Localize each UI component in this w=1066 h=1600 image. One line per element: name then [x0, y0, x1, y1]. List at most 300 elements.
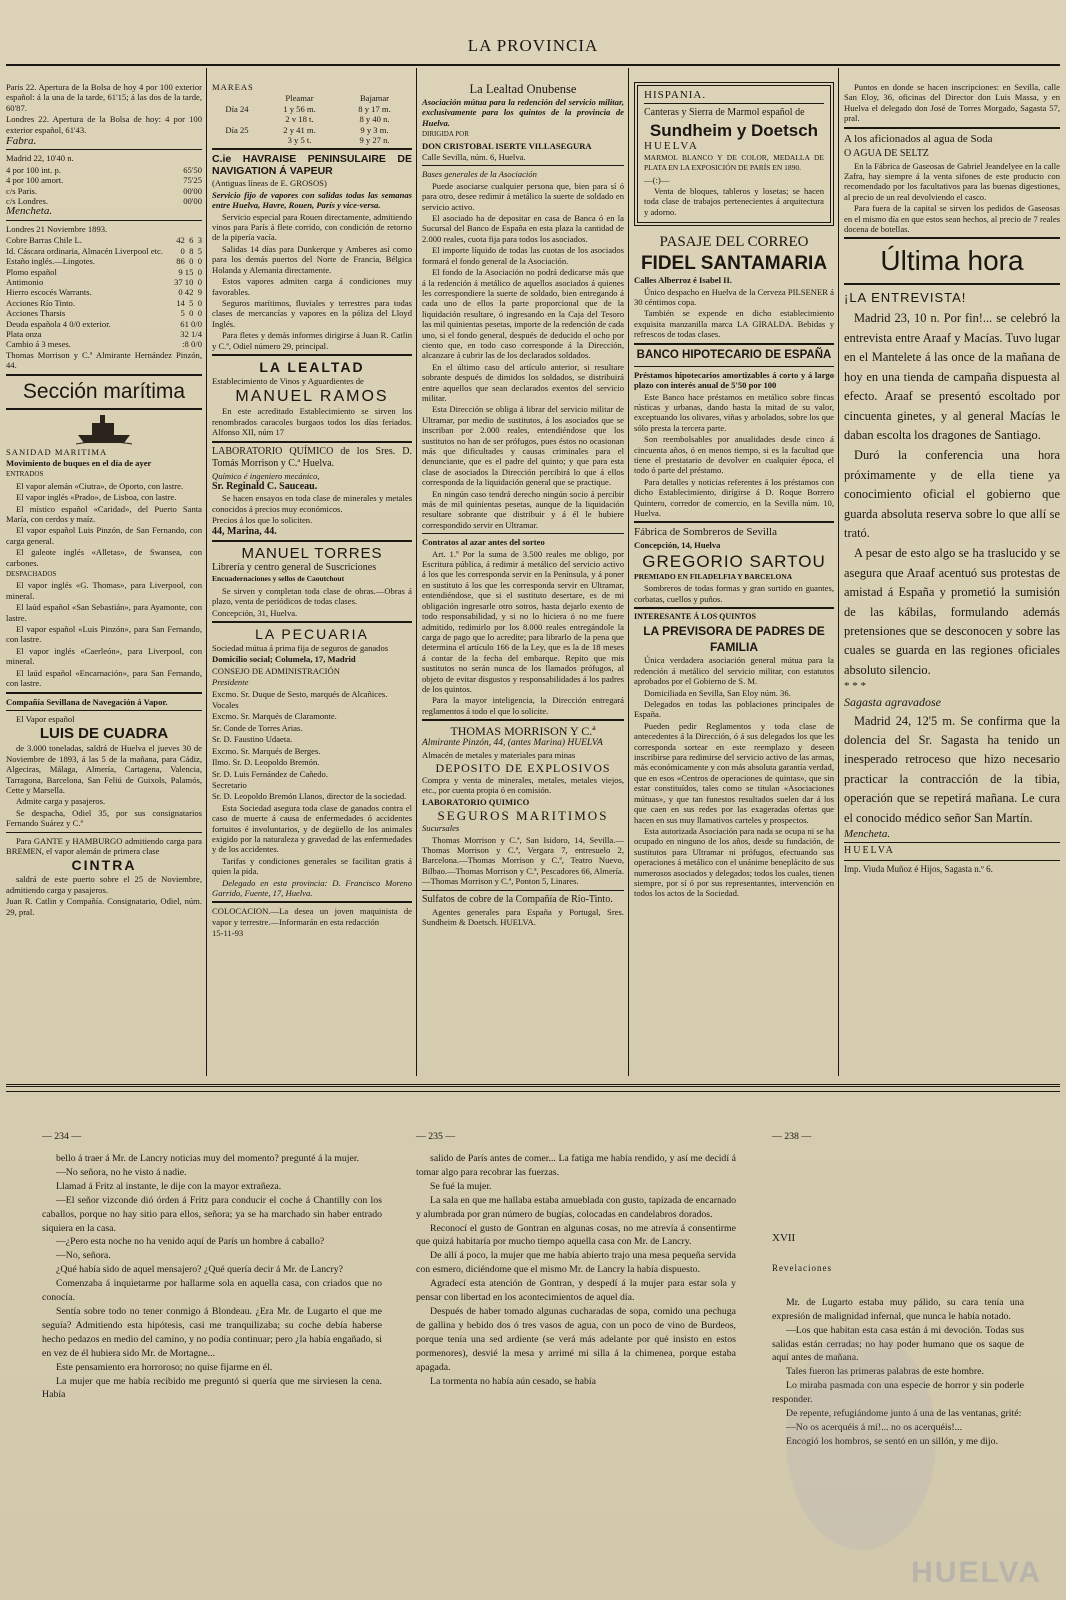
- bases-paragraph: Puede asociarse cualquier persona que, bien para sí ó para otro, desee redimir á metálico la suerte de soldado en servicio activo.: [422, 180, 624, 212]
- quote-row-label: Acciones Río Tinto.: [6, 297, 75, 308]
- chapter-title: Revelaciones: [772, 1262, 832, 1273]
- fidel-name: FIDEL SANTAMARIA: [640, 253, 828, 275]
- entrevista-paragraph: A pesar de esto algo se ha traslucido y se asegura que Araaf acentuó sus protestas de amistad á España y prometió la sumisión de las kábilas, formulando además pretensiones que se desconocen y sobre las cuales se guarda en las regiones oficiales absoluto silencio.: [844, 546, 1060, 677]
- masthead-title: LA PROVINCIA: [467, 36, 599, 55]
- rule: [212, 540, 412, 542]
- hispania-title: HISPANIA.: [644, 89, 707, 101]
- pecuaria-member: Sr. D. Faustino Udaeta.: [212, 734, 293, 745]
- quote-row-value: 61 0/0: [180, 318, 202, 329]
- previsora-paragraph: Pueden pedir Reglamentos y toda clase de antecedentes á la Dirección, ó á sus delegados los que les corresponda sortear en este reemplazo y deseen inscribirse para redimirse del servicio activo de las armas, más económicamente y con más absoluta garantía verdad, que en esos «Centros de operaciones de quintas», que sin estar constituídos, tales como se titulan «Asociaciones mútuas», y que tan funestos resultados suelen dar á los que caen en sus redes por las exageradas ofertas que hacen en sus muy llamativos carteles y prospectos.: [634, 720, 834, 825]
- sagasta-text: Madrid 24, 12'5 m. Se confirma que la dolencia del Sr. Sagasta ha tenido un inesperado retroceso que hizo necesario practicar la contracción de la tibia, operación que se repetirá mañana. Le cura el conocido médico señor San Martín.: [844, 713, 1060, 825]
- previsora-title: LA PREVISORA DE PADRES DE FAMILIA: [643, 624, 825, 655]
- sagasta-title: Sagasta agravadose: [844, 694, 941, 709]
- rule: [6, 710, 202, 711]
- previsora-paragraph: Delegados en todas las poblaciones principales de España.: [634, 699, 834, 720]
- quote-row-label: Cambio á 3 meses.: [6, 339, 71, 350]
- despachados-title: DESPACHADOS: [6, 570, 57, 579]
- folletin-paragraph: De allí á poco, la mujer que me había abierto trajo una mesa pequeña servida con esmero, diciéndome que el mismo Mr. de Lancry la había dispuesto.: [416, 1250, 736, 1276]
- torres-name: MANUEL TORRES: [241, 545, 383, 562]
- rule: [212, 901, 412, 903]
- quote-row-value: 5 0 0: [180, 308, 202, 319]
- bases-paragraph: En ningún caso tendrá derecho ningún socio á percibir más de mil quinientas pesetas, aunque de la liquidación resultare sobrante que distribuir y á él le hubiere correspondido servir en Ultramar.: [422, 488, 624, 530]
- folletin-paragraph: La sala en que me hallaba estaba amueblada con gusto, tapizada de encarnado y alumbrada por gran número de bugías, colocadas en candelabros dorados.: [416, 1194, 736, 1220]
- rule: [634, 521, 834, 523]
- mareas-row: [212, 114, 412, 124]
- compania-sevillana-title: Compañía Sevillana de Navegación á Vapor.: [6, 696, 168, 707]
- fabra-signature: Fabra.: [6, 135, 37, 148]
- cintra-sign: Juan R. Catlin y Compañía. Consignatario, Odiel, núm. 29, pral.: [6, 896, 202, 917]
- quote-row-value: 0 8 5: [180, 245, 202, 256]
- canteras-title: Canteras y Sierra de Marmol español de: [644, 107, 805, 119]
- banco-title: BANCO HIPOTECARIO DE ESPAÑA: [636, 348, 832, 361]
- pecuaria-member: Sr. D. Luis Fernández de Cañedo.: [212, 768, 328, 779]
- pecuaria-delegado: Delegado en esta provincia: D. Francisco Moreno Garrido, Fuente, 17, Huelva.: [212, 877, 412, 898]
- quote-row: [6, 329, 202, 339]
- column-divider: [206, 68, 207, 1076]
- column-ultima-hora: [844, 82, 1060, 1072]
- quote-row-value: 00'00: [183, 196, 202, 207]
- interesante-title: INTERESANTE Á LOS QUINTOS: [634, 612, 756, 621]
- banco-paragraph: Para detalles y noticias referentes á los préstamos con dicho Establecimiento, dirígirse á D. Roque Borrero Quintero, corredor de comercio, en la Sevilla núm. 10, Huelva.: [634, 476, 834, 518]
- madrid-title: Madrid 22, 10'40 n.: [6, 153, 74, 164]
- soda-paragraph: Para fuera de la capital se sirven los pedidos de Gaseosas en el mismo día en que estos sean hechos, al precio de 7 reales docena de botellas.: [844, 203, 1060, 235]
- previsora-paragraph: Única verdadera asociación general mútua para la redención á metálico del servicio militar, con estatutos aprobados por el Gobierno de S. M.: [634, 655, 834, 687]
- quote-row-label: Id. Cáscara ordinaria, Almacén Liverpool etc.: [6, 245, 164, 256]
- ship-icon: [6, 413, 202, 447]
- cuadra-text: de 3.000 toneladas, saldrá de Huelva el jueves 30 de Noviembre de 1893, á las 5 de la mañana, para Cádiz, Algeciras, Málaga, Almería, Cartagena, Valencia, Tarragona, Barcelona, San Feliú de Guixols, Palamós, Cette y Marsella.: [6, 743, 202, 795]
- soda-sub: O AGUA DE SELTZ: [844, 147, 929, 159]
- folletin-paragraph: La mujer que me había recibido me preguntó si quería que me sirviesen la cena. Había: [42, 1375, 382, 1401]
- mareas-header-cell: Pleamar: [285, 93, 314, 104]
- imprenta-text: Imp. Viuda Muñoz é Hijos, Sagasta n.º 6.: [844, 863, 993, 874]
- havraise-paragraph: Estos vapores admiten carga á condiciones muy favorables.: [212, 276, 412, 297]
- previsora-paragraph: Domiciliada en Sevilla, San Eloy núm. 36.: [644, 687, 791, 698]
- morrison-almacen: Almacén de metales y materiales para minas: [422, 749, 576, 760]
- sucursales-title: Sucursales: [422, 823, 460, 834]
- folletin-paragraph: Agradecí esta atención de Gontran, y despedí á la mujer para estar sola y pensar con libertad en los acontecimientos de aquel día.: [416, 1278, 736, 1304]
- havraise-paragraph: Para fletes y demás informes dirigirse á Juan R. Catlin y C.ª, Odiel número 29, principal.: [212, 330, 412, 351]
- bolsa-londres: Londres 22. Apertura de la Bolsa de hoy: 4 por 100 exterior español, 61'43.: [6, 114, 202, 135]
- bases-body: [422, 181, 624, 530]
- quote-row-label: 4 por 100 amort.: [6, 175, 64, 186]
- entrados-title: ENTRADOS: [6, 470, 44, 479]
- bases-paragraph: Esta Dirección se obliga á librar del servicio militar de Ultramar, por medio de sustitutos, á los asociados que se inscriban por 2.000 reales, entendiéndose que los sustitutos no han de ser prófugos, pues éstos no ocasionan más que dificultades y causas criminales para el denunciante, que es el padre del quinto; y que para esta clase de asociados la Dirección percibirá lo que á ellos corresponda de la liquidación general que se practique.: [422, 404, 624, 488]
- havraise-sub: (Antiguas líneas de E. GROSOS): [212, 178, 327, 189]
- ship-entry: El vapor inglés «Prado», de Lisboa, con lastre.: [16, 492, 177, 503]
- folletin-paragraph: De repente, refugiándome junto á una de las ventanas, grité:: [786, 1408, 1022, 1420]
- folletin-paragraph: Se fué la mujer.: [430, 1180, 492, 1192]
- column-divider: [416, 68, 417, 1076]
- chapter-number: XVII: [772, 1232, 796, 1244]
- fidel-text: Único despacho en Huelva de la Cerveza PILSENER á 30 céntimos copa.: [634, 286, 834, 308]
- pecuaria-member: Excmo. Sr. Marqués de Claramonte.: [212, 711, 337, 722]
- rule: [212, 354, 412, 356]
- rule: [422, 890, 624, 891]
- folletin-paragraph: ¿Qué había sido de aquel mensajero? ¿Qué quería decir á Mr. de Lancry?: [56, 1264, 343, 1276]
- folletin-paragraph: La tormenta no había aún cesado, se había: [430, 1375, 596, 1387]
- rule: [644, 103, 824, 104]
- lealtad-sub: Establecimiento de Vinos y Aguardientes de: [212, 375, 364, 386]
- ship-entry: El místico español «Caridad», del Puerto Santa María, con cerdos y maíz.: [6, 503, 202, 524]
- rule: [634, 366, 834, 367]
- column-ads-1: [212, 82, 412, 1072]
- mareas-header-cell: Bajamar: [359, 93, 390, 104]
- lab-precios: Precios á los que lo soliciten.: [212, 515, 313, 526]
- pecuaria-member: Sr. Conde de Torres Arias.: [212, 722, 303, 733]
- bases-title: Bases generales de la Asociación: [422, 169, 537, 180]
- folletin-paragraph: Lo miraba pasmada con una especie de horror y sin poderle responder.: [772, 1380, 1024, 1406]
- quote-row-label: Acciones Tharsis: [6, 308, 66, 319]
- ship-entry: El vapor inglés «G. Thomas», para Liverpool, con mineral.: [6, 580, 202, 601]
- mareas-cell: 2 y 41 m.: [283, 124, 316, 135]
- huelva-label: HUELVA: [644, 140, 699, 153]
- inscripciones-text: Puntos en donde se hacen inscripciones: en Sevilla, calle San Eloy, 36, oficinas del Director don Luis Massa, y en Huelva el delegado don José de Torres Morgado, Sagasta 57, pral.: [844, 82, 1060, 124]
- quote-row-label: Plata onza: [6, 328, 42, 339]
- folletin-paragraph: Reconocí el gusto de Gontran en algunas cosas, no me atrevía á consentirme que quizá habitaría por mucho tiempo aquella casa con Mr. de Lancry.: [416, 1222, 736, 1248]
- seccion-maritima-heading: Sección marítima: [22, 379, 186, 403]
- mareas-cell: 1 y 56 m.: [283, 103, 316, 114]
- pecuaria-sub: Sociedad mútua á prima fija de seguros de ganados: [212, 643, 389, 654]
- pecuaria-text: Esta Sociedad asegura toda clase de ganados contra el caso de muerte á causa de enfermedades ó accidentes fortuitos é involuntarios, y de degüello de los animales exigido por la naturaleza y gravedad de las enfermedades y de los accidentes.: [212, 802, 412, 855]
- lab-addr: 44, Marina, 44.: [212, 525, 277, 537]
- quote-row: [6, 186, 202, 196]
- column-ads-2: [634, 82, 834, 1072]
- folletin-paragraph: Llamad á Fritz al instante, le dije con la mayor extrañeza.: [56, 1180, 282, 1192]
- rule: [6, 374, 202, 376]
- quote-row: [6, 287, 202, 297]
- quote-row: [6, 235, 202, 245]
- huelva-watermark: HUELVA: [911, 1556, 1042, 1589]
- soda-paragraph: En la Fábrica de Gaseosas de Gabriel Jeandelyee en la calle Zafra, hay siempre á la venta sifones de este producto con recomendado por los facultativos para las buenas digestiones, al precio de un real devolviendo el casco.: [844, 160, 1060, 202]
- bolsa-paris: Paris 22. Apertura de la Bolsa de hoy 4 por 100 exterior español: á la una de la tarde, 61'15; á las dos de la tarde, 60'87.: [6, 82, 202, 113]
- folletin-page-number: — 234 —: [42, 1131, 82, 1142]
- entrados-list: [6, 481, 202, 568]
- quote-row: [6, 175, 202, 185]
- gante-text: Para GANTE y HAMBURGO admitiendo carga para BREMEN, el vapor alemán de primera clase: [6, 835, 202, 856]
- mareas-cell: [212, 135, 262, 145]
- fabrica-title: Fábrica de Sombreros de Sevilla: [634, 526, 777, 539]
- pecuaria-consejo: CONSEJO DE ADMINISTRACIÓN: [212, 665, 340, 676]
- sundheim-name: Sundheim y Doetsch: [649, 121, 819, 141]
- folletin-paragraph: —No señora, no he visto á nadie.: [56, 1166, 187, 1178]
- lab-sub: Químico é ingeniero mecánico,: [212, 470, 320, 481]
- pecuaria-member: Vocales: [212, 700, 239, 711]
- despachados-list: [6, 580, 202, 688]
- madrid-quotes: [6, 165, 202, 207]
- fidel-text2: También se expende en dicho establecimiento exquisita manzanilla marca LA GIRALDA. Bebidas y refrescos de todas clases.: [634, 308, 834, 340]
- contratos-text2: Para la mayor inteligencia, la Dirección entregará reglamentos á todo el que lo solicite.: [422, 695, 624, 716]
- torres-sub2: Encuadernaciones y sellos de Caoutchout: [212, 574, 345, 584]
- rule: [844, 860, 1060, 861]
- folletin-paragraph: —Los que habitan esta casa están á mi devoción. Todas sus salidas están cerradas; no hay poder humano que os saque de aquí antes de mañana.: [772, 1324, 1024, 1364]
- hispania-ad: [634, 82, 834, 226]
- soda-body: [844, 161, 1060, 235]
- rule: [212, 148, 412, 150]
- morrison-signature: Thomas Morrison y C.ª Almirante Hernández Pinzón, 44.: [6, 349, 202, 371]
- havraise-paragraph: Seguros marítimos, fluviales y terrestres para todas clases de mercancías y vapores en la póliza del Lloyd Inglés.: [212, 297, 412, 329]
- lealtad-title: LA LEALTAD: [259, 358, 365, 375]
- lealtad-name: MANUEL RAMOS: [235, 388, 389, 406]
- bases-paragraph: En el último caso del artículo anterior, si resultare sobrante después de dimidos los soldados, se distribuirá entre aquellos que sean declarados exentos del servicio militar.: [422, 361, 624, 403]
- lealtad-text: En este acreditado Establecimiento se sirven los renombrados caracoles burgaos todos los días feriados. Alfonso XII, núm 17: [212, 406, 412, 438]
- mareas-cell: [212, 114, 262, 124]
- folletin-page-234: [42, 1131, 382, 1592]
- folletin-paragraph: —¿Pero esta noche no ha venido aquí de París un hombre á caballo?: [56, 1236, 325, 1248]
- library-stamp-watermark: [786, 1330, 936, 1550]
- quote-row-label: Deuda española 4 0/0 exterior.: [6, 318, 111, 329]
- havraise-paragraph: Salidas 14 días para Dunkerque y Amberes así como para los demás puertos del Norte de Francia, Bélgica Holanda y Alemania directamente.: [212, 243, 412, 275]
- quote-row-label: Estaño inglés.—Lingotes.: [6, 256, 96, 267]
- morrison-title: THOMAS MORRISON Y C.ª: [450, 724, 596, 739]
- soda-title: A los aficionados al agua de Soda: [844, 132, 993, 145]
- quote-row: [6, 246, 202, 256]
- folletin-paragraph: Este pensamiento era horroroso; no quise fijarme en él.: [56, 1361, 273, 1373]
- pecuaria-tarifas: Tarifas y condiciones generales se facilitan gratis á quien la pida.: [212, 855, 412, 877]
- mareas-table: [212, 93, 412, 145]
- column-divider: [838, 68, 839, 1076]
- folletin-text: [416, 1152, 736, 1388]
- quote-row-value: 9 15 0: [178, 266, 202, 277]
- quote-row: [6, 319, 202, 329]
- quote-row: [6, 277, 202, 287]
- havraise-title: C.ie HAVRAISE PENINSULAIRE DE NAVIGATION Á VAPEUR: [212, 153, 412, 178]
- ship-entry: El vapor español Luis Pinzón, de San Fernando, con carga general.: [6, 525, 202, 546]
- deposito-title: DEPOSITO DE EXPLOSIVOS: [435, 760, 611, 775]
- seguros-title: SEGUROS MARITIMOS: [437, 808, 609, 824]
- cuadra-name: LUIS DE CUADRA: [39, 725, 169, 743]
- sulfatos-text: Agentes generales para España y Portugal, Sres. Sundheim & Doetsch. HUELVA.: [422, 906, 624, 928]
- lab-quimico: LABORATORIO QUIMICO: [422, 796, 530, 807]
- folletin-separator: [6, 1084, 1060, 1092]
- marmol-text: MARMOL BLANCO Y DE COLOR, MEDALLA DE PLATA EN LA EXPOSICIÓN DE PARÍS EN 1890.: [644, 152, 824, 173]
- folletin-paragraph: bello á traer á Mr. de Lancry noticias muy del momento? pregunté á la mujer.: [56, 1153, 360, 1164]
- folletin-paragraph: Sentía sobre todo no tener conmigo á Blondeau. ¿Era Mr. de Lugarto el que me seguía? Admitiendo esta hipótesis, casi me tranquilizaba; su coche debía haberse hecho pedazos en medio del camino, y no podía continuar; pero ¿la había engañado, si en vez de él hubiera sido Mr. de Mortagne...: [42, 1305, 382, 1359]
- torres-sub: Librería y centro general de Suscriciones: [212, 562, 377, 573]
- cuadra-carga: Admite carga y pasajeros.: [16, 796, 106, 807]
- contratos-text: Art. 1.º Por la suma de 3.500 reales me obligo, por Escritura pública, á redimir á metálico del servicio activo á los que les corresponda servir en la Península, y á poner en sustituto á los que les corresponda servir en Ultramar, entendiéndose, que si el sustituto desertare, es de mi obligación ingresarle otro sotros, hasta dejarlo exento de todo responsabilidad, y si no lo hiciera ó no me fuere admitido, redimirlo por los 8.000 reales entregándole la carga de pago que lo acredite; para librarlo de la pena que determina el artículo 166 de la Ley, que es la de 18 meses á contar de la fecha del embarque. Repito que mis sustitutos no serán nunca de los llamados prófugos, al objeto de evitar disgustos y responsabilidades á los padres de los quintos.: [422, 548, 624, 694]
- deposito-text: Compra y venta de minerales, metales, metales viejos, etc., por cuenta propia ó en comisión.: [422, 774, 624, 796]
- cuadra-despacha: Se despacha, Odiel 35, por sus consignatarios Fernando Suárez y C.ª: [6, 807, 202, 829]
- column-divider: [628, 68, 629, 1076]
- folletin-paragraph: salido de París antes de comer... La fatiga me había rendido, y así me decidí á tomar algo para recobrar las fuerzas.: [416, 1153, 736, 1178]
- rule: [634, 343, 834, 345]
- rule: [6, 408, 202, 410]
- gregorio-name: GREGORIO SARTOU: [642, 551, 826, 571]
- ship-entry: El vapor español «Luis Pinzón», para San Fernando, con lastre.: [6, 624, 202, 645]
- mareas-title: MAREAS: [212, 82, 254, 92]
- pecuaria-member: Ilmo. Sr. D. Leopoldo Bremón.: [212, 757, 320, 768]
- banco-paragraph: Este Banco hace préstamos en metálico sobre fincas rústicas y urbanas, dando hasta la mitad de su valor, exceptuando los olivares, viñas y arbolados, sobre los que sólo presta la tercera parte.: [634, 391, 834, 433]
- colocacion-text: COLOCACION.—La desea un joven maquinista de vapor y terrestre.—Informarán en esta redacción: [212, 906, 412, 927]
- quote-row-value: :8 0/0: [182, 339, 202, 350]
- bases-paragraph: El asociado ha de depositar en casa de Banca ó en la Sucursal del Banco de España en esta plaza la cantidad de 2.000 reales, cuota fija para todos los asociados.: [422, 213, 624, 244]
- pecuaria-title: LA PECUARIA: [255, 626, 369, 643]
- fabrica-addr: Concepción, 14, Huelva: [634, 540, 721, 551]
- movimiento-title: Movimiento de buques en el día de ayer: [6, 457, 152, 468]
- venta-text: Venta de bloques, tableros y losetas; se hacen toda clase de trabajos pertenecientes á arquitectura y adorno.: [644, 186, 824, 217]
- quote-row-label: c/s Paris.: [6, 185, 38, 196]
- quote-row-value: 14 5 0: [176, 297, 202, 308]
- quote-row-label: Antimonio: [6, 276, 44, 287]
- huelva-footer: HUELVA: [844, 845, 895, 857]
- quote-row-value: 0 42 9: [178, 287, 202, 298]
- ultima-hora-heading: Última hora: [880, 245, 1024, 277]
- quote-row-value: 32 1/4: [180, 328, 202, 339]
- quote-row: [6, 165, 202, 175]
- quote-row-value: 00'00: [183, 185, 202, 196]
- stars-separator: * * *: [844, 680, 866, 693]
- folletin-paragraph: —No, señora.: [56, 1250, 111, 1262]
- havraise-body: [212, 212, 412, 351]
- entrevista-paragraph: Madrid 23, 10 n. Por fin!... se celebró la entrevista entre Araaf y Macías. Tuvo lugar en el Mantelete á las once de la mañana de hoy en una tienda de campaña dispuesta al efecto. Araaf se presentó escoltado por cincuenta ginetes, y al general Macías le daban escolta los dragones de Santiago.: [844, 311, 1060, 442]
- contratos-title: Contratos al azar antes del sorteo: [422, 537, 545, 548]
- premiado-text: PREMIADO EN FILADELFIA Y BARCELONA: [634, 571, 793, 581]
- folletin-paragraph: Tales fueron las primeras palabras de este hombre.: [786, 1366, 984, 1378]
- quote-row-label: Cobre Barras Chile L.: [6, 235, 82, 246]
- rule: [634, 607, 834, 609]
- colocacion-date: 15-11-93: [212, 928, 244, 939]
- column-lealtad-onubense: [422, 82, 624, 1072]
- quote-row-value: 37 10 0: [174, 276, 202, 287]
- folletin-paragraph: Encogió los hombros, se sentó en un sillón, y me dijo.: [786, 1435, 998, 1447]
- folletin-paragraph: —No os acerquéis á mí!... no os acerquéis!...: [786, 1421, 963, 1433]
- ship-entry: El laúd español «Encarnación», para San Fernando, con lastre.: [6, 667, 202, 689]
- banco-sub: Préstamos hipotecarios amortizables á corto y á largo plazo con interés anual de 5'50 por 100: [634, 369, 834, 391]
- quote-row-label: c/s Londres.: [6, 196, 49, 207]
- quote-row-value: 75'25: [183, 175, 202, 186]
- dirigida-label: DIRIGIDA POR: [422, 130, 469, 139]
- folletin-page-number: — 235 —: [416, 1131, 456, 1142]
- folletin-paragraph: Después de haber tomado algunas cucharadas de sopa, comido una pechuga de gallina y bebido dos ó tres vasos de agua, con un poco de vino de Burdeos, porque tenía una sed ardiente (se verá más adelante por qué insisto en estos pormenores), desvié la mesa y arrimé mi silla á la chimenea, porque estaba apagada.: [416, 1305, 736, 1373]
- rule: [422, 719, 624, 721]
- entrevista-paragraph: Duró la conferencia una hora próximamente y de ella tiene ya conocimiento oficial el gobierno que guarda absoluta reserva sobre lo que allí se trató.: [844, 448, 1060, 540]
- sanidad-title: SANIDAD MARITIMA: [6, 446, 108, 457]
- banco-body: [634, 392, 834, 519]
- mareas-row: [212, 104, 412, 114]
- ship-entry: El vapor alemán «Ciutra», de Oporto, con lastre.: [16, 480, 184, 491]
- pecuaria-member: Excmo. Sr. Duque de Sesto, marqués de Alcañices.: [212, 688, 388, 699]
- entrevista-title: ¡LA ENTREVISTA!: [844, 290, 967, 306]
- pecuaria-member: Secretario: [212, 779, 247, 790]
- lab-name: Sr. Reginald C. Sauceau.: [212, 480, 318, 492]
- quote-row-label: 4 por 100 int. p.: [6, 164, 61, 175]
- mareas-cell: Día 25: [225, 124, 249, 135]
- mareas-row: [212, 135, 412, 145]
- londres-quotes: [6, 235, 202, 349]
- cintra-text: saldrá de este puerto sobre el 25 de Noviembre, admitiendo carga y pasajeros.: [6, 874, 202, 895]
- rule: [6, 149, 202, 150]
- previsora-paragraph: Esta autorizada Asociación para nada se ocupa ni se ha ocupado en ninguno de los años, desde su fundación, de sustitutos para Ultramar ni prófugos, efectuando sus operaciones á metálico con el unánime beneplácito de sus numerosos asociados y delegados; todos los cuales, tienen siempre, por sí ó por sus representantes, intervención en todos los actos de la Sociedad.: [634, 825, 835, 899]
- mareas-cell: Día 24: [225, 103, 249, 114]
- folletin-paragraph: —El señor vizconde dió órden á Fritz para conducir el coche á Chantilly con los caballos, porque no hay sitio para ellos, señora; ya se ha marchado sin haber entrado siquiera en la casa.: [42, 1194, 382, 1234]
- mareas-cell: 9 y 27 n.: [359, 135, 390, 146]
- havraise-paragraph: Servicio especial para Rouen directamente, admitiendo vinos para París á flete corrido, con condición de retorno de la pipería vacía.: [212, 211, 412, 243]
- rule: [6, 832, 202, 833]
- sulfatos-title: Sulfatos de cobre de la Compañía de Río-Tinto.: [422, 893, 613, 905]
- director-name: DON CRISTOBAL ISERTE VILLASEGURA: [422, 140, 592, 151]
- pecuaria-member: Sr. D. Leopoldo Bremón Llanos, director de la sociedad.: [212, 791, 407, 802]
- previsora-body: [634, 655, 834, 898]
- mareas-cell: 8 y 40 n.: [359, 114, 390, 125]
- rule: [212, 621, 412, 623]
- quote-row-label: Plomo español: [6, 266, 57, 277]
- folletin-page-235: [416, 1131, 736, 1592]
- morrison-addr: Almirante Pinzón, 44, (antes Marina) HUELVA: [422, 738, 603, 749]
- folletin-page-number: — 238 —: [772, 1131, 812, 1142]
- marmol-sep: —(:)—: [644, 174, 670, 185]
- quote-row: [6, 308, 202, 318]
- rule: [212, 441, 412, 443]
- column-finance-maritime: [6, 82, 202, 1072]
- folletin-paragraph: Mr. de Lugarto estaba muy pálido, su cara tenía una expresión de malignidad infernal, que nunca le había notado.: [772, 1296, 1024, 1322]
- bases-paragraph: El fondo de la Asociación no podrá dedicarse más que á la redención á metálico de aquellos asociados á quienes les correspondiere la suerte de soldado, bien entregando á cada uno de ellos la parte proporcional que de la liquidación resultare, ó ingresando en la Caja del Tesoro las mil quinientas pesetas, importe de la redención de cada uno, si el fondo general, después de deducido el ocho por ciento que, en todo caso corresponde á la Dirección, alcanzare á cubrir las de los declarados soldados.: [422, 267, 624, 361]
- rule: [844, 842, 1060, 843]
- torres-addr: Concepción, 31, Huelva.: [212, 607, 298, 618]
- lealtad-onubense-addr: Calle Sevilla, núm. 6, Huelva.: [422, 152, 526, 163]
- entrevista-body: [844, 309, 1060, 680]
- mareas-cell: 8 y 17 m.: [358, 103, 391, 114]
- cuadra-intro: El Vapor español: [16, 713, 75, 724]
- quote-row: [6, 267, 202, 277]
- rule: [6, 220, 202, 221]
- top-rule: [6, 64, 1060, 66]
- quote-row-value: 42 6 3: [176, 235, 202, 246]
- rule: [844, 237, 1060, 239]
- mareas-cell: 9 y 3 m.: [360, 124, 389, 135]
- quote-row: [6, 256, 202, 266]
- lab-text: Se hacen ensayos en toda clase de minerales y metales conocidos á precios muy económicos.: [212, 493, 412, 514]
- rule: [422, 165, 624, 166]
- mareas-header-cell: [212, 93, 262, 103]
- havraise-service: Servicio fijo de vapores con salidas todas las semanas entre Huelva, Havre, Rouen, París y vice-versa.: [212, 189, 412, 211]
- pecuaria-presidente: Presidente: [212, 677, 249, 688]
- bases-paragraph: El importe líquido de todas las cuotas de los asociados formará el fondo general de la Asociación.: [422, 245, 624, 266]
- fidel-calles: Calles Alberroz é Isabel II.: [634, 275, 732, 286]
- ship-entry: El vapor inglés «Caerleón», para Liverpool, con mineral.: [6, 645, 202, 667]
- quote-row-value: 65'50: [183, 164, 202, 175]
- quote-row-label: Hierro escocés Warrants.: [6, 287, 92, 298]
- pecuaria-members: [212, 689, 412, 802]
- mencheta-signature-2: Mencheta.: [844, 828, 891, 841]
- rule: [422, 533, 624, 534]
- mencheta-signature: Mencheta.: [6, 205, 53, 218]
- rule: [844, 283, 1060, 285]
- ship-entry: El galeote inglés «Alletas», de Swansea, con carbones.: [6, 547, 202, 568]
- pecuaria-member: Excmo. Sr. Marqués de Berges.: [212, 745, 321, 756]
- londres-title: Londres 21 Noviembre 1893.: [6, 223, 108, 234]
- sombreros-text: Sombreros de todas formas y gran surtido en guantes, corbatas, cuellos y puños.: [634, 583, 834, 604]
- mareas-header: [212, 93, 412, 103]
- lealtad-onubense-subtitle: Asociación mútua para la redención del servicio militar, exclusivamente para los quintos de la provincia de Huelva.: [422, 97, 624, 128]
- pecuaria-addr: Domicilio social; Columela, 17, Madrid: [212, 654, 356, 665]
- mareas-cell: 2 v 18 t.: [285, 114, 314, 125]
- lealtad-onubense-title: La Lealtad Onubense: [469, 82, 577, 96]
- lab-title: LABORATORIO QUÍMICO de los Sres. D. Tomás Morrison y C.ª Huelva.: [212, 445, 412, 469]
- quote-row-value: 86 0 0: [176, 256, 202, 267]
- ship-entry: El laúd español «San Sebastián», para Ayamonte, con lastre.: [6, 602, 202, 623]
- mareas-row: [212, 125, 412, 135]
- folletin-paragraph: Comenzaba á inquietarme por hallarme sola en aquella casa, con criados que no conocía.: [42, 1278, 382, 1304]
- sucursales-text: Thomas Morrison y C.ª, San Isidoro, 14, Sevilla.—Thomas Morrison y C.ª, Vergara 7, entresuelo 2, Barcelona.—Thomas Morrison y C.ª, Teatro Nuevo, Bilbao.—Thomas Morrison y C.ª, Pescadores 66, Almería.—Thomas Morrison y C.ª, Ponton 5, Linares.: [422, 834, 624, 887]
- banco-paragraph: Son reembolsables por anualidades desde cinco á cincuenta años, ó en menos tiempo, si es la facultad que tiene el prestatario de devolver en cualquier época, el todo ó parte del préstamo.: [634, 434, 834, 476]
- torres-text: Se sirven y completan toda clase de obras.—Obras á plazo, venta de periódicos de todas clases.: [212, 585, 412, 607]
- folletin-text: [42, 1152, 382, 1402]
- cintra-name: CINTRA: [71, 857, 137, 874]
- pasaje-title: PASAJE DEL CORREO: [659, 234, 809, 251]
- rule: [844, 127, 1060, 129]
- quote-row: [6, 298, 202, 308]
- mareas-cell: 3 y 5 t.: [287, 135, 312, 146]
